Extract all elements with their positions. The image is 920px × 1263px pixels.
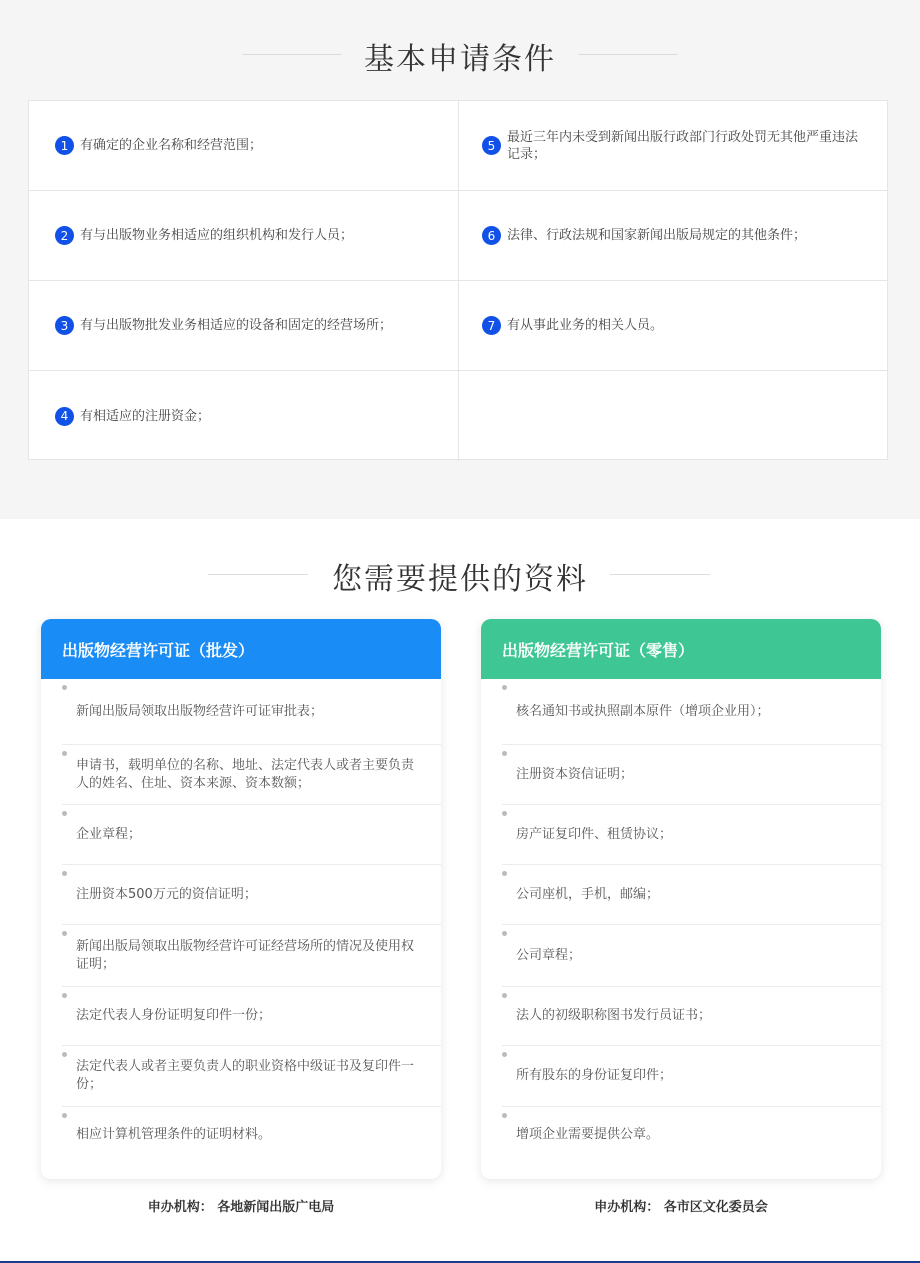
- list-item-text: 注册资本500万元的资信证明；: [76, 886, 257, 902]
- list-item-text: 核名通知书或执照副本原件（增项企业用）；: [516, 703, 770, 719]
- list-item: [502, 987, 881, 1046]
- bullet-dot-icon: [62, 993, 67, 998]
- list-item-text: 法定代表人身份证明复印件一份；: [76, 1008, 272, 1023]
- requirements-title: 基本申请条件: [364, 42, 556, 77]
- bullet-dot-icon: [62, 685, 67, 690]
- list-item-text: 法人的初级职称图书发行员证书；: [516, 1008, 712, 1023]
- bullet-dot-icon: [62, 751, 67, 756]
- bullet-dot-icon: [502, 751, 507, 756]
- list-item: [62, 987, 441, 1046]
- list-item: [502, 679, 881, 745]
- list-item: [62, 925, 441, 987]
- bullet-dot-icon: [502, 871, 507, 876]
- list-item: [62, 745, 441, 805]
- number-badge: 5: [482, 136, 501, 155]
- list-item-text: 房产证复印件、租赁协议；: [516, 826, 673, 842]
- list-item: [62, 1107, 441, 1163]
- requirement-text: 有确定的企业名称和经营范围；: [80, 138, 263, 153]
- requirement-item: [29, 101, 459, 191]
- number-badge: 6: [482, 226, 501, 245]
- wholesale-card-header: 出版物经营许可证（批发）: [41, 619, 441, 679]
- bullet-dot-icon: [502, 811, 507, 816]
- list-item-text: 所有股东的身份证复印件；: [516, 1068, 673, 1083]
- list-item-text: 新闻出版局领取出版物经营许可证经营场所的情况及使用权证明；: [76, 938, 415, 972]
- requirement-item: [458, 191, 888, 281]
- list-item-text: 注册资本资信证明；: [516, 766, 634, 782]
- bullet-dot-icon: [62, 1052, 67, 1057]
- list-item: [502, 925, 881, 987]
- number-badge: 3: [55, 316, 74, 335]
- number-badge: 2: [55, 226, 74, 245]
- requirement-item: [29, 191, 459, 281]
- list-item-text: 公司座机，手机，邮编；: [516, 886, 660, 902]
- list-item: [62, 805, 441, 865]
- number-badge: 1: [55, 136, 74, 155]
- bullet-dot-icon: [502, 993, 507, 998]
- list-item: [502, 865, 881, 925]
- requirement-text: 有与出版物业务相适应的组织机构和发行人员；: [80, 228, 354, 243]
- requirement-item: [29, 281, 459, 371]
- bullet-dot-icon: [502, 1052, 507, 1057]
- list-item-text: 新闻出版局领取出版物经营许可证审批表；: [76, 703, 324, 719]
- requirement-text: 有相适应的注册资金；: [80, 408, 211, 424]
- requirements-grid: [28, 100, 888, 460]
- list-item-text: 企业章程；: [76, 826, 142, 842]
- list-item: [62, 1046, 441, 1107]
- requirement-item: [458, 281, 888, 371]
- bullet-dot-icon: [502, 1113, 507, 1118]
- number-badge: 4: [55, 407, 74, 426]
- list-item-text: 增项企业需要提供公章。: [516, 1127, 660, 1142]
- requirement-text: 最近三年内未受到新闻出版行政部门行政处罚无其他严重违法记录；: [507, 129, 859, 162]
- requirement-text: 法律、行政法规和国家新闻出版局规定的其他条件；: [507, 228, 807, 243]
- requirement-empty-cell: [458, 371, 888, 461]
- retail-card-header: 出版物经营许可证（零售）: [481, 619, 881, 679]
- list-item-text: 相应计算机管理条件的证明材料。: [76, 1127, 272, 1142]
- wholesale-card: [41, 619, 441, 1179]
- requirement-text: 有从事此业务的相关人员。: [507, 318, 664, 333]
- list-item: [502, 745, 881, 805]
- list-item: [502, 1046, 881, 1107]
- list-item: [62, 865, 441, 925]
- list-item: [62, 679, 441, 745]
- materials-title: 您需要提供的资料: [332, 562, 588, 597]
- list-item-text: 申请书，载明单位的名称、地址、法定代表人或者主要负责人的姓名、住址、资本来源、资本数额；: [76, 757, 415, 791]
- list-item: [502, 1107, 881, 1163]
- list-item-text: 公司章程；: [516, 947, 582, 963]
- requirement-text: 有与出版物批发业务相适应的设备和固定的经营场所；: [80, 318, 393, 333]
- bullet-dot-icon: [62, 931, 67, 936]
- bullet-dot-icon: [62, 811, 67, 816]
- number-badge: 7: [482, 316, 501, 335]
- wholesale-agency: 申办机构： 各地新闻出版广电局: [147, 1200, 335, 1215]
- retail-card: [481, 619, 881, 1179]
- retail-agency: 申办机构： 各市区文化委员会: [594, 1200, 768, 1215]
- list-item-text: 法定代表人或者主要负责人的职业资格中级证书及复印件一份；: [76, 1059, 415, 1092]
- requirement-item: [458, 101, 888, 191]
- list-item: [502, 805, 881, 865]
- bullet-dot-icon: [62, 1113, 67, 1118]
- bullet-dot-icon: [502, 685, 507, 690]
- requirement-item: [29, 371, 459, 461]
- bullet-dot-icon: [502, 931, 507, 936]
- bullet-dot-icon: [62, 871, 67, 876]
